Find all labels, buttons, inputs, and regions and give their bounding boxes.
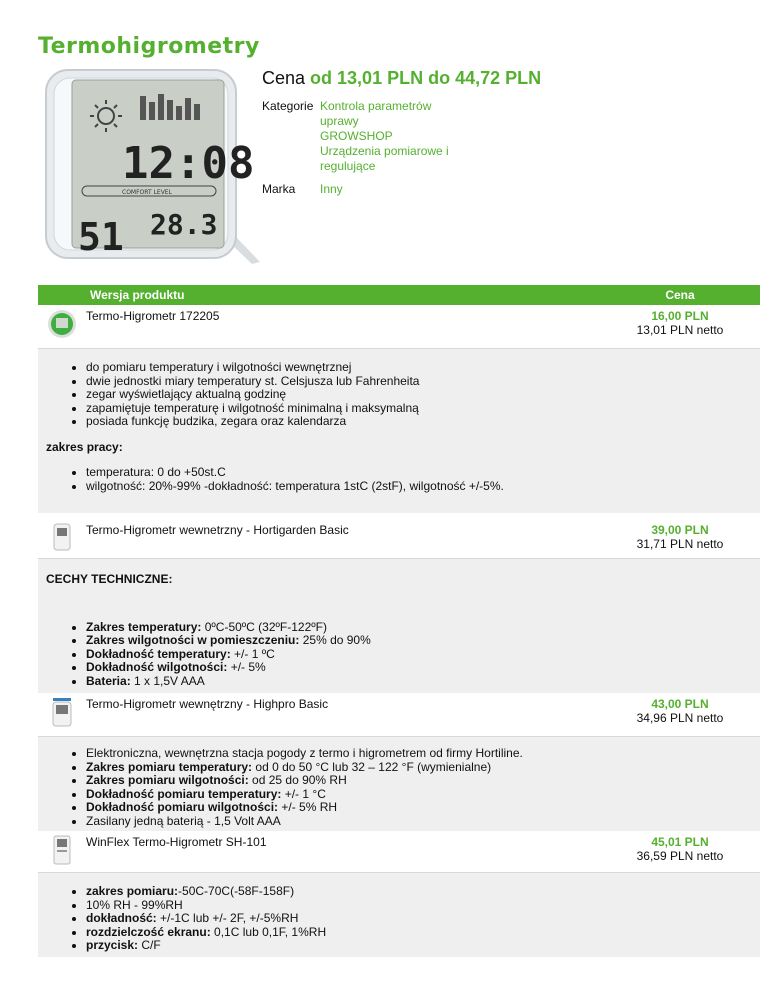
price-range (262, 68, 602, 89)
list-item: • rozdzielczość ekranu: 0,1C lub 0,1F, 1%RH (86, 926, 750, 940)
product-row[interactable] (38, 305, 760, 349)
page-title: Termohigrometry (38, 34, 260, 59)
list-item: • Zakres wilgotności w pomieszczeniu: 25% do 90% (86, 634, 750, 648)
categories-label: Kategorie (262, 99, 314, 113)
list-item: • Zakres pomiaru wilgotności: od 25 do 90% RH (86, 774, 750, 788)
product-row[interactable] (38, 831, 760, 873)
list-item: • Dokładność temperatury: +/- 1 ºC (86, 648, 750, 662)
list-item: • Zakres pomiaru temperatury: od 0 do 50 °C lub 32 – 122 °F (wymienialne) (86, 761, 750, 775)
list-item: • wilgotność: 20%-99% -dokładność: temperatura 1stC (2stF), wilgotność +/-5%. (86, 480, 750, 494)
list-item: • Bateria: 1 x 1,5V AAA (86, 675, 750, 689)
product-price: 45,01 PLN (651, 835, 709, 849)
list-item: • przycisk: C/F (86, 939, 750, 953)
product-name[interactable]: WinFlex Termo-Higrometr SH-101 (86, 835, 267, 849)
product-name[interactable]: Termo-Higrometr 172205 (86, 309, 220, 323)
list-item: • do pomiaru temperatury i wilgotności wewnętrznej (86, 361, 750, 375)
brand-label: Marka (262, 182, 296, 196)
product-thumbnail[interactable] (38, 831, 86, 872)
hero-time: 12:08 (122, 138, 255, 189)
list-item: • Elektroniczna, wewnętrzna stacja pogody z termo i higrometrem od firmy Hortiline. (86, 747, 750, 761)
product-name[interactable]: Termo-Higrometr wewnętrzny - Highpro Basic (86, 697, 329, 711)
product-price: 43,00 PLN (651, 697, 709, 711)
product-net-price: 36,59 PLN netto (636, 849, 724, 863)
list-item: • dokładność: +/-1C lub +/- 2F, +/-5%RH (86, 912, 750, 926)
list-item: • temperatura: 0 do +50st.C (86, 466, 750, 480)
price-range-value: od 13,01 PLN do 44,72 PLN (310, 68, 542, 88)
list-item: • Dokładność pomiaru temperatury: +/- 1 °C (86, 788, 750, 802)
product-thumbnail[interactable] (38, 519, 86, 558)
list-item: • Zakres temperatury: 0ºC-50ºC (32ºF-122ºF) (86, 621, 750, 635)
hero-temperature: 28.3 (150, 208, 218, 241)
list-item: • Zasilany jedną baterią - 1,5 Volt AAA (86, 815, 750, 829)
category-link[interactable]: GROWSHOP (320, 129, 393, 143)
section-heading: CECHY TECHNICZNE: (46, 572, 173, 586)
category-link[interactable]: Urządzenia pomiarowe i regulujące (320, 144, 449, 173)
section-heading: zakres pracy: (46, 439, 123, 454)
product-net-price: 34,96 PLN netto (636, 711, 724, 725)
product-description (38, 349, 760, 513)
product-net-price: 31,71 PLN netto (636, 537, 724, 551)
brand-link[interactable]: Inny (320, 182, 343, 196)
category-link[interactable]: Kontrola parametrów uprawy (320, 99, 432, 128)
variants-table (38, 285, 760, 957)
table-header (38, 285, 760, 305)
list-item: • zapamiętuje temperaturę i wilgotność minimalną i maksymalną (86, 402, 750, 416)
product-thumbnail[interactable] (38, 305, 86, 348)
list-item: • dwie jednostki miary temperatury st. Celsjusza lub Fahrenheita (86, 375, 750, 389)
product-row[interactable] (38, 513, 760, 559)
list-item: • posiada funkcję budzika, zegara oraz kalendarza (86, 415, 750, 429)
brand-row (262, 182, 602, 197)
list-item: • zegar wyświetlający aktualną godzinę (86, 388, 750, 402)
product-image (38, 66, 262, 266)
product-thumbnail[interactable] (38, 693, 86, 736)
product-description (38, 559, 760, 693)
list-item: • Dokładność wilgotności: +/- 5% (86, 661, 750, 675)
product-description (38, 737, 760, 831)
product-description (38, 873, 760, 957)
col-product-header: Wersja produktu (90, 288, 185, 302)
list-item: • 10% RH - 99%RH (86, 899, 750, 913)
categories-row (262, 99, 602, 174)
list-item: • Dokładność pomiaru wilgotności: +/- 5% RH (86, 801, 750, 815)
product-price: 16,00 PLN (651, 309, 709, 323)
product-row[interactable] (38, 693, 760, 737)
product-price: 39,00 PLN (651, 523, 709, 537)
col-price-header: Cena (665, 288, 695, 302)
product-info (262, 68, 602, 203)
hero-comfort: COMFORT LEVEL (122, 189, 172, 196)
product-name[interactable]: Termo-Higrometr wewnetrzny - Hortigarden Basic (86, 523, 349, 537)
product-net-price: 13,01 PLN netto (636, 323, 724, 337)
price-label: Cena (262, 68, 306, 88)
hero-humidity: 51 (78, 215, 124, 259)
list-item: • zakres pomiaru:-50C-70C(-58F-158F) (86, 885, 750, 899)
